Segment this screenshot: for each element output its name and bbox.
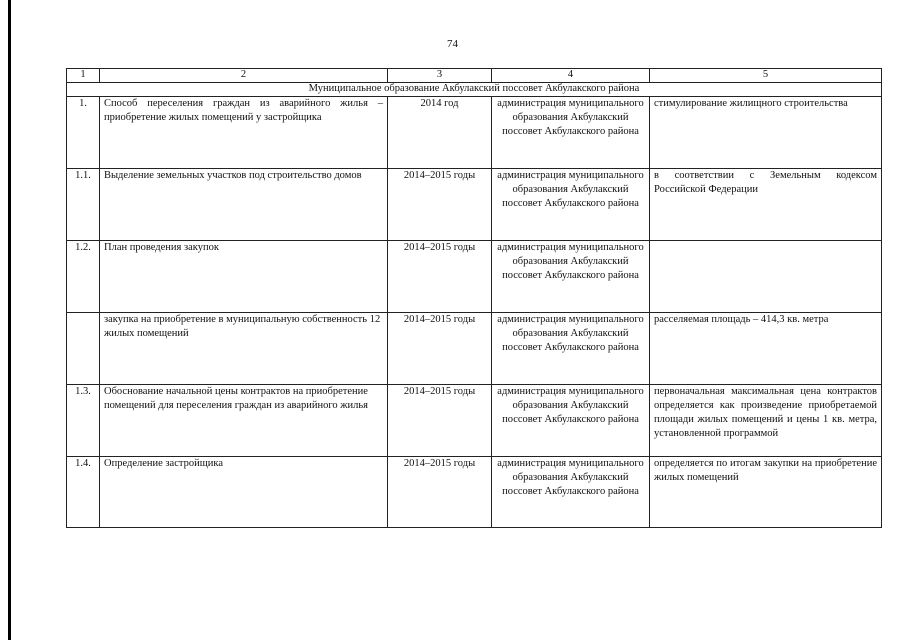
executor: администрация муниципального образования Акбулакский поссовет Акбулакского района	[492, 313, 650, 385]
page-number: 74	[447, 38, 458, 50]
note	[650, 241, 882, 313]
table-row	[67, 241, 882, 313]
period: 2014–2015 годы	[388, 385, 492, 457]
row-number	[67, 313, 100, 385]
executor: администрация муниципального образования Акбулакский поссовет Акбулакского района	[492, 241, 650, 313]
column-number: 5	[650, 69, 882, 83]
period: 2014–2015 годы	[388, 241, 492, 313]
column-number: 1	[67, 69, 100, 83]
program-table	[66, 68, 882, 528]
period: 2014 год	[388, 97, 492, 169]
measure-text: Выделение земельных участков под строительство домов	[100, 169, 388, 241]
note: в соответствии с Земельным кодексом Российской Федерации	[650, 169, 882, 241]
table-row	[67, 385, 882, 457]
row-number: 1.3.	[67, 385, 100, 457]
period: 2014–2015 годы	[388, 457, 492, 528]
row-number: 1.4.	[67, 457, 100, 528]
measure-text: Обоснование начальной цены контрактов на приобретение помещений для переселения граждан из аварийного жилья	[100, 385, 388, 457]
table-row	[67, 457, 882, 528]
measure-text: закупка на приобретение в муниципальную собственность 12 жилых помещений	[100, 313, 388, 385]
executor: администрация муниципального образования Акбулакский поссовет Акбулакского района	[492, 169, 650, 241]
period: 2014–2015 годы	[388, 313, 492, 385]
note: стимулирование жилищного строительства	[650, 97, 882, 169]
section-row	[67, 83, 882, 97]
executor: администрация муниципального образования Акбулакский поссовет Акбулакского района	[492, 97, 650, 169]
column-number: 3	[388, 69, 492, 83]
table-row	[67, 169, 882, 241]
table-row	[67, 313, 882, 385]
table-row	[67, 97, 882, 169]
column-number: 4	[492, 69, 650, 83]
measure-text: План проведения закупок	[100, 241, 388, 313]
measure-text: Способ переселения граждан из аварийного жилья – приобретение жилых помещений у застройщика	[100, 97, 388, 169]
period: 2014–2015 годы	[388, 169, 492, 241]
executor: администрация муниципального образования Акбулакский поссовет Акбулакского района	[492, 385, 650, 457]
executor: администрация муниципального образования Акбулакский поссовет Акбулакского района	[492, 457, 650, 528]
row-number: 1.2.	[67, 241, 100, 313]
measure-text: Определение застройщика	[100, 457, 388, 528]
note: первоначальная максимальная цена контрактов определяется как произведение приобретаемой площади жилых помещений и цены 1 кв. метра, установленной программой	[650, 385, 882, 457]
note: расселяемая площадь – 414,3 кв. метра	[650, 313, 882, 385]
section-title: Муниципальное образование Акбулакский поссовет Акбулакского района	[67, 83, 882, 97]
row-number: 1.1.	[67, 169, 100, 241]
note: определяется по итогам закупки на приобретение жилых помещений	[650, 457, 882, 528]
scan-edge-line	[8, 0, 11, 640]
column-number-row	[67, 69, 882, 83]
row-number: 1.	[67, 97, 100, 169]
column-number: 2	[100, 69, 388, 83]
